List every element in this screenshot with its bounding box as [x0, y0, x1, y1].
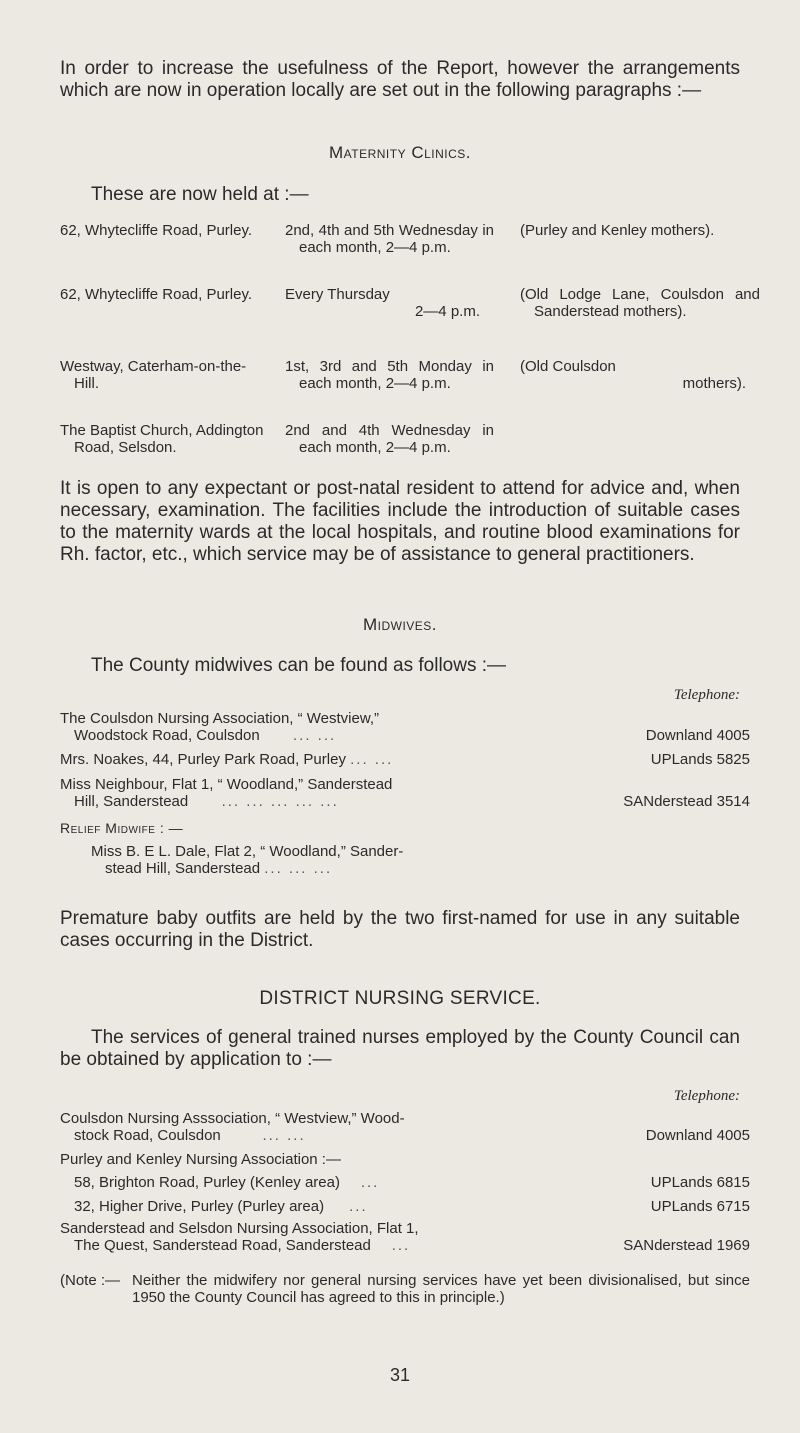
midwife-entry — [60, 710, 750, 744]
dot-leader: ... ... — [262, 1127, 306, 1144]
note — [60, 1272, 750, 1324]
nursing-entry — [60, 1220, 750, 1254]
telephone-header: Telephone: — [673, 687, 740, 703]
note-label: (Note :— — [60, 1272, 121, 1289]
intro-paragraph: In order to increase the usefulness of the Report, however the arrangements which are now in operation locally are set out in the following paragraphs :— — [60, 58, 740, 101]
midwife-entry — [60, 751, 750, 768]
district-lead: The services of general trained nurses employed by the County Council can be obtained by application to :— — [60, 1027, 740, 1070]
entry-line: The Quest, Sanderstead Road, Sanderstead ... — [74, 1237, 411, 1254]
clinic-schedule: 2nd and 4th Wednesday in each month, 2—4 p.m. — [285, 422, 494, 456]
clinic-place: The Baptist Church, Addington Road, Selsdon. — [60, 422, 264, 456]
nursing-entry — [60, 1151, 750, 1168]
entry-line: Coulsdon Nursing Asssociation, “ Westview,” Wood- — [60, 1110, 405, 1127]
midwives-heading: Midwives. — [362, 615, 438, 634]
maternity-clinics-heading: Maternity Clinics. — [328, 143, 471, 162]
entry-line: 32, Higher Drive, Purley (Purley area) — [74, 1198, 325, 1215]
telephone-number: UPLands 6715 — [650, 1198, 750, 1215]
relief-midwife-label: Relief Midwife : — — [60, 820, 184, 836]
dot-leader: ... — [349, 1198, 368, 1215]
clinic-schedule-day: Every Thursday — [285, 286, 390, 303]
entry-line: 58, Brighton Road, Purley (Kenley area) — [74, 1174, 340, 1191]
telephone-number: SANderstead 3514 — [623, 793, 750, 810]
district-nursing-heading: DISTRICT NURSING SERVICE. — [259, 988, 541, 1009]
entry-line: stock Road, Coulsdon ... ... — [74, 1127, 306, 1144]
entry-line: Sanderstead and Selsdon Nursing Association, Flat 1, — [60, 1220, 419, 1237]
telephone-number: UPLands 6815 — [650, 1174, 750, 1191]
maternity-paragraph: It is open to any expectant or post-natal resident to attend for advice and, when necessary, examination. The facilities include the introduction of suitable cases to the maternity wards at the local hospitals, and routine blood examinations for Rh. factor, etc., which service may be of assistance to general practitioners. — [60, 478, 740, 565]
entry-line: stead Hill, Sanderstead ... ... ... — [105, 860, 333, 877]
dot-leader: ... ... ... — [264, 860, 333, 877]
dot-leader: ... ... — [293, 727, 337, 744]
entry-line: Hill, Sanderstead ... ... ... ... ... — [74, 793, 339, 810]
clinic-place: 62, Whytecliffe Road, Purley. — [60, 222, 253, 239]
nursing-entry — [74, 1198, 750, 1215]
entry-line: The Coulsdon Nursing Association, “ Westview,” — [60, 710, 380, 727]
clinic-catchment: (Old Lodge Lane, Coulsdon and Sanderstead mothers). — [520, 286, 760, 320]
midwife-entry — [60, 776, 750, 810]
entry-line: Purley and Kenley Nursing Association :— — [60, 1151, 341, 1168]
maternity-lead: These are now held at :— — [91, 184, 309, 205]
clinic-schedule — [285, 286, 480, 320]
clinic-place: Westway, Caterham-on-the-Hill. — [60, 358, 247, 392]
entry-line: Woodstock Road, Coulsdon ... ... — [74, 727, 337, 744]
note-text: Neither the midwifery nor general nursing services have yet been divisionalised, but since 1950 the County Council has agreed to this in principle.) — [132, 1272, 750, 1306]
nursing-entry — [74, 1174, 750, 1191]
relief-midwife-entry — [91, 843, 751, 877]
clinic-catchment — [520, 358, 746, 392]
clinic-catchment-line: (Old Coulsdon — [520, 358, 616, 375]
clinic-catchment: (Purley and Kenley mothers). — [520, 222, 715, 239]
clinic-catchment-line: mothers). — [682, 375, 746, 392]
entry-line: Mrs. Noakes, 44, Purley Park Road, Purley — [60, 751, 346, 768]
telephone-number: SANderstead 1969 — [623, 1237, 750, 1254]
clinic-schedule: 2nd, 4th and 5th Wednesday in each month, 2—4 p.m. — [285, 222, 494, 256]
entry-line: Miss B. E L. Dale, Flat 2, “ Woodland,” Sander- — [91, 843, 404, 860]
entry-line: Miss Neighbour, Flat 1, “ Woodland,” Sanderstead — [60, 776, 393, 793]
telephone-number: Downland 4005 — [645, 1127, 750, 1144]
clinic-place: 62, Whytecliffe Road, Purley. — [60, 286, 253, 303]
clinic-schedule-time: 2—4 p.m. — [414, 303, 480, 320]
page-number: 31 — [389, 1365, 411, 1385]
midwives-lead: The County midwives can be found as follows :— — [91, 655, 507, 676]
dot-leader: ... — [391, 1237, 411, 1254]
dot-leader: ... ... ... ... ... — [221, 793, 339, 810]
midwives-paragraph: Premature baby outfits are held by the two first-named for use in any suitable cases occurring in the District. — [60, 908, 740, 951]
telephone-number: UPLands 5825 — [650, 751, 750, 768]
dot-leader: ... ... — [350, 751, 394, 768]
telephone-header: Telephone: — [673, 1088, 740, 1104]
clinic-schedule: 1st, 3rd and 5th Monday in each month, 2—4 p.m. — [285, 358, 494, 392]
telephone-number: Downland 4005 — [645, 727, 750, 744]
dot-leader: ... — [360, 1174, 380, 1191]
nursing-entry — [60, 1110, 750, 1144]
